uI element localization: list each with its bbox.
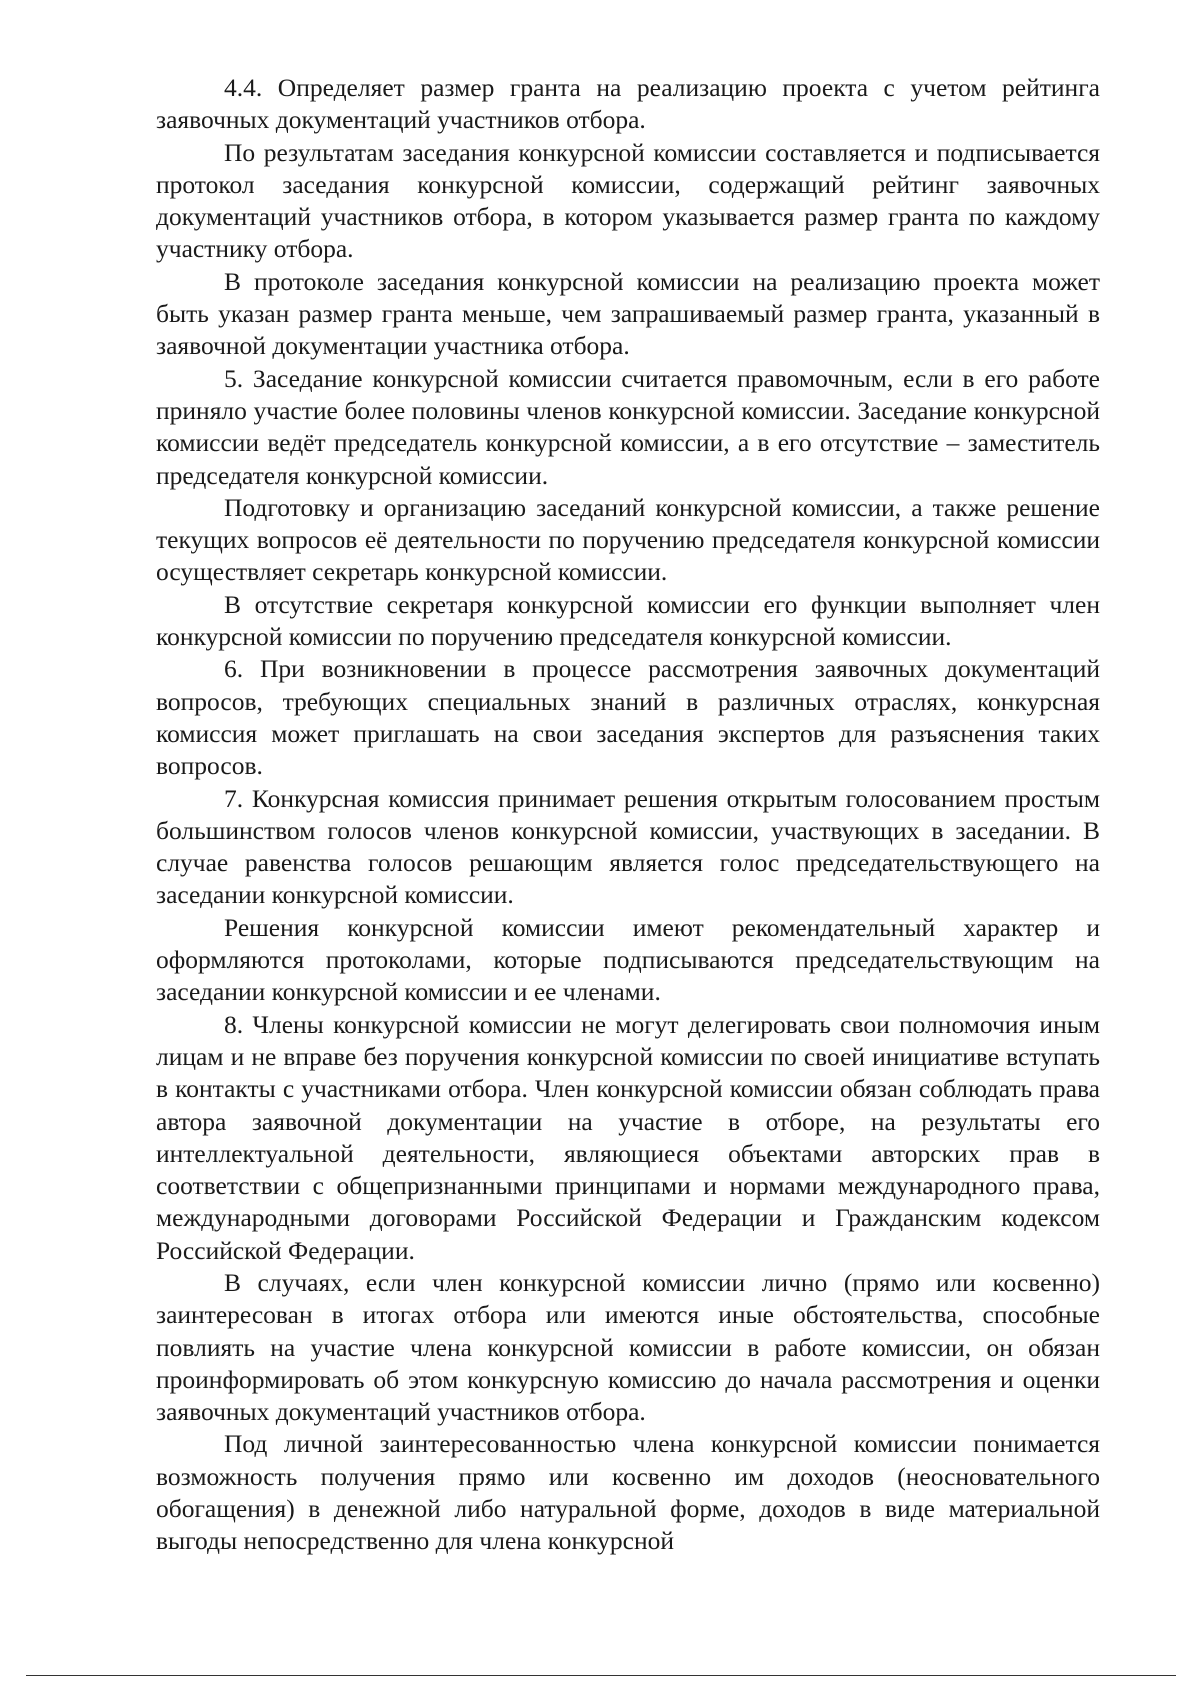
paragraph-secretary-absence: В отсутствие секретаря конкурсной комиссии его функции выполняет член конкурсной комиссии по поручению председателя конкурсной комиссии.	[156, 589, 1100, 652]
paragraph-6-experts: 6. При возникновении в процессе рассмотрения заявочных документаций вопросов, требующих специальных знаний в различных отраслях, конкурсная комиссия может приглашать на свои заседания экспертов для разъяснения таких вопросов.	[156, 654, 1100, 781]
paragraph-personal-interest: Под личной заинтересованностью члена конкурсной комиссии понимается возможность получения прямо или косвенно им доходов (неосновательного обогащения) в денежной либо натуральной форме, доходов в виде материальной выгоды непосредственно для члена конкурсной	[156, 1429, 1100, 1556]
document-page	[156, 72, 1100, 1558]
paragraph-8-members: 8. Члены конкурсной комиссии не могут делегировать свои полномочия иным лицам и не вправе без поручения конкурсной комиссии по своей инициативе вступать в контакты с участниками отбора. Член конкурсной комиссии обязан соблюдать права автора заявочной документации на участие в отборе, на результаты его интеллектуальной деятельности, являющиеся объектами авторских прав в соответствии с общепризнанными принципами и нормами международного права, международными договорами Российской Федерации и Гражданским кодексом Российской Федерации.	[156, 1009, 1100, 1265]
paragraph-4-4: 4.4. Определяет размер гранта на реализацию проекта с учетом рейтинга заявочных документаций участников отбора.	[156, 73, 1100, 135]
paragraph-7-voting: 7. Конкурсная комиссия принимает решения открытым голосованием простым большинством голосов членов конкурсной комиссии, участвующих в заседании. В случае равенства голосов решающим является голос председательствующего на заседании конкурсной комиссии.	[156, 783, 1100, 910]
paragraph-decisions: Решения конкурсной комиссии имеют рекомендательный характер и оформляются протоколами, которые подписываются председательствующим на заседании конкурсной комиссии и ее членами.	[156, 912, 1100, 1007]
paragraph-grant-size: В протоколе заседания конкурсной комиссии на реализацию проекта может быть указан размер гранта меньше, чем запрашиваемый размер гранта, указанный в заявочной документации участника отбора.	[156, 266, 1100, 361]
paragraph-protocol: По результатам заседания конкурсной комиссии составляется и подписывается протокол заседания конкурсной комиссии, содержащий рейтинг заявочных документаций участников отбора, в котором указывается размер гранта по каждому участнику отбора.	[156, 137, 1100, 264]
paragraph-conflict-of-interest: В случаях, если член конкурсной комиссии лично (прямо или косвенно) заинтересован в итогах отбора или имеются иные обстоятельства, способные повлиять на участие члена конкурсной комиссии в работе комиссии, он обязан проинформировать об этом конкурсную комиссию до начала рассмотрения и оценки заявочных документаций участников отбора.	[156, 1267, 1100, 1427]
paragraph-secretary-duties: Подготовку и организацию заседаний конкурсной комиссии, а также решение текущих вопросов её деятельности по поручению председателя конкурсной комиссии осуществляет секретарь конкурсной комиссии.	[156, 492, 1100, 587]
bottom-rule	[26, 1675, 1176, 1676]
paragraph-5-quorum: 5. Заседание конкурсной комиссии считается правомочным, если в его работе приняло участие более половины членов конкурсной комиссии. Заседание конкурсной комиссии ведёт председатель конкурсной комиссии, а в его отсутствие – заместитель председателя конкурсной комиссии.	[156, 363, 1100, 490]
